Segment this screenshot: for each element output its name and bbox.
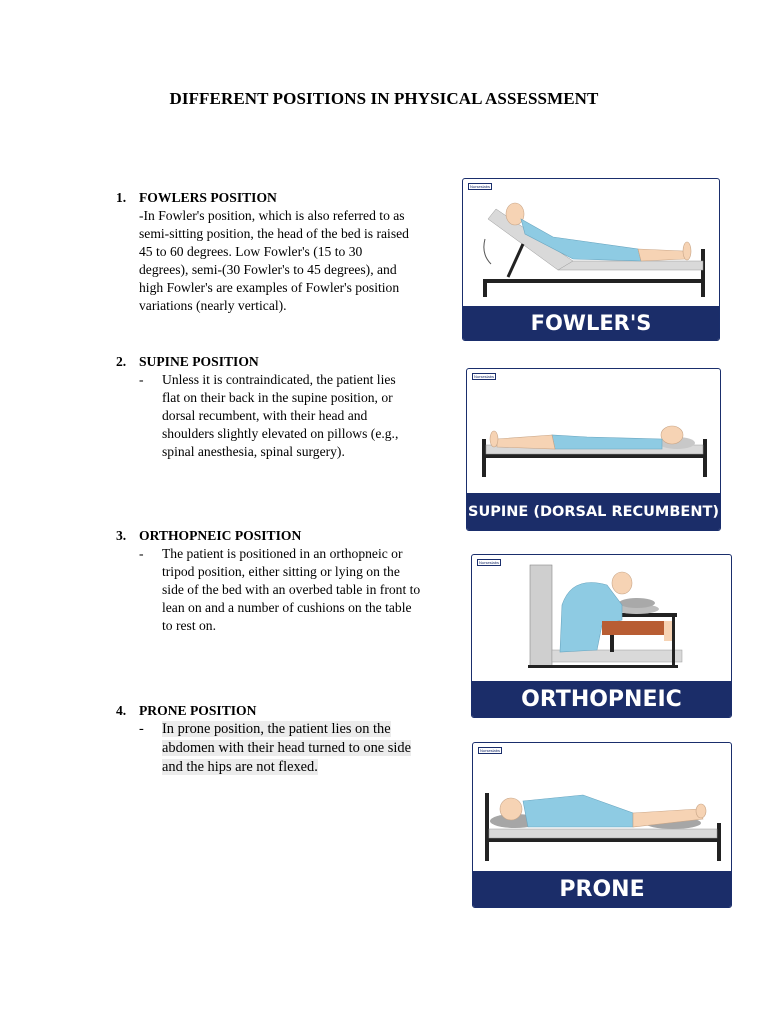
body-line: to rest on. [162, 618, 216, 633]
section-title: ORTHOPNEIC POSITION [139, 528, 302, 543]
figure-orthopneic [471, 554, 732, 718]
body-line: flat on their back in the supine position, or [162, 390, 393, 405]
figure-label: FOWLER'S [463, 306, 719, 340]
brand-logo: Nurseslabs [479, 560, 500, 565]
body-line: 45 to 60 degrees. Low Fowler's (15 to 30 [139, 244, 363, 259]
body-line: dorsal recumbent, with their head and [162, 408, 368, 423]
section-heading [116, 353, 461, 371]
section-number: 1. [116, 190, 127, 205]
body-line: degrees), semi-(30 Fowler's to 45 degrees), and [139, 262, 397, 277]
bullet-dash: - [139, 546, 144, 561]
body-line: semi-sitting position, the head of the bed is raised [139, 226, 409, 241]
page-title: DIFFERENT POSITIONS IN PHYSICAL ASSESSMENT [169, 89, 599, 108]
section-title: SUPINE POSITION [139, 354, 259, 369]
orthopneic-illustration [472, 555, 732, 683]
body-line: Unless it is contraindicated, the patient lies [162, 372, 396, 387]
figure-label: SUPINE (DORSAL RECUMBENT) [467, 493, 720, 530]
section-title: FOWLERS POSITION [139, 190, 277, 205]
body-line: -In Fowler's position, which is also referred to as [139, 208, 405, 223]
body-line: tripod position, either sitting or lying on the [162, 564, 400, 579]
section-body [116, 545, 461, 635]
figure-label: PRONE [473, 871, 731, 907]
body-line: spinal anesthesia, spinal surgery). [162, 444, 345, 459]
body-line: abdomen with their head turned to one side [162, 740, 411, 756]
figure-supine [466, 368, 721, 531]
section-prone [116, 702, 461, 777]
section-body [116, 371, 461, 461]
body-line: lean on and a number of cushions on the table [162, 600, 412, 615]
supine-illustration [467, 369, 721, 494]
section-body [116, 720, 461, 777]
bullet-dash: - [139, 721, 144, 737]
section-title: PRONE POSITION [139, 703, 257, 718]
section-heading [116, 527, 461, 545]
body-line: shoulders slightly elevated on pillows (e.g., [162, 426, 399, 441]
section-body [116, 207, 461, 315]
brand-logo: Nurseslabs [480, 748, 501, 753]
fowlers-illustration [463, 179, 720, 309]
figure-label: ORTHOPNEIC [472, 681, 731, 717]
body-line: and the hips are not flexed. [162, 759, 318, 775]
body-line: The patient is positioned in an orthopneic or [162, 546, 403, 561]
section-number: 4. [116, 703, 127, 718]
brand-logo: Nurseslabs [470, 184, 491, 189]
figure-prone [472, 742, 732, 908]
bullet-dash: - [139, 372, 144, 387]
body-line: high Fowler's are examples of Fowler's position [139, 280, 400, 295]
section-heading [116, 189, 461, 207]
section-number: 2. [116, 354, 127, 369]
section-orthopneic [116, 527, 461, 635]
figure-fowlers [462, 178, 720, 341]
brand-logo: Nurseslabs [474, 374, 495, 379]
body-line: side of the bed with an overbed table in front to [162, 582, 421, 597]
prone-illustration [473, 743, 732, 873]
body-line: variations (nearly vertical). [139, 298, 287, 313]
section-supine [116, 353, 461, 461]
section-heading [116, 702, 461, 720]
section-fowlers [116, 189, 461, 315]
body-line: In prone position, the patient lies on the [162, 721, 391, 737]
section-number: 3. [116, 528, 127, 543]
